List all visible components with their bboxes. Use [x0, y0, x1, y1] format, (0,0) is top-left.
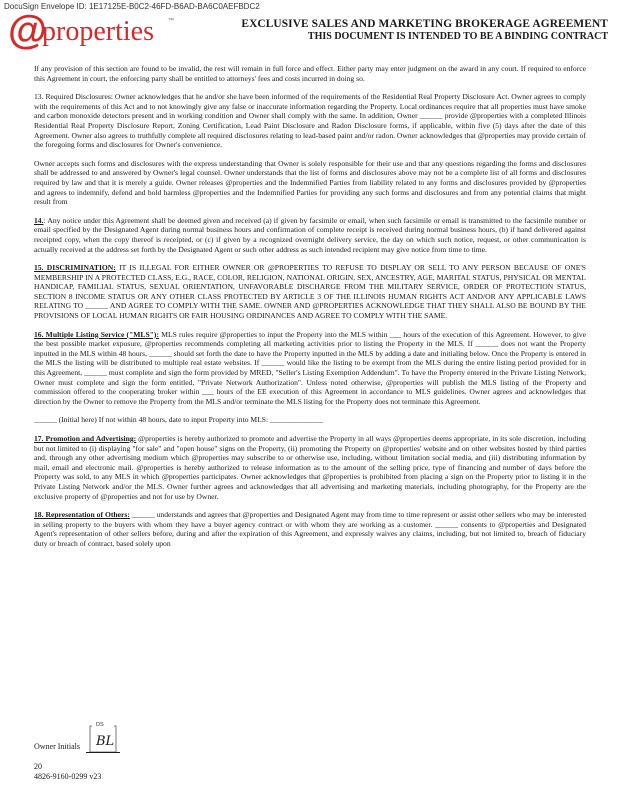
section-18-body: ______ understands and agrees that @properties and Designated Agent may from time to time represent or assist other sellers who may be interested in selling property to the buyers with whom they have a buyer agency contract or with whom they are working as a customer. ______ consents to @properties and Designated Agent's representation of other sellers before, during and after the expiration of this Agreement, and expressly waives any claims, including, but not limited to, breach of fiduciary duty or breach of contract, based solely upon: [34, 510, 586, 548]
document-id: 4826-9160-0299 v23: [34, 772, 102, 781]
mls-initial-field[interactable]: ______ (Initial here) If not within 48 hours, date to input Property into MLS: ______________: [34, 415, 324, 425]
section-16: [34, 330, 586, 407]
section-17-title: 17. Promotion and Advertising:: [34, 434, 137, 443]
owner-initials-label: Owner Initials: [34, 742, 80, 751]
agreement-title: EXCLUSIVE SALES AND MARKETING BROKERAGE AGREEMENT: [241, 18, 608, 30]
docusign-envelope-id: DocuSign Envelope ID: 1E17125E-B0C2-46FD-B6AD-BA6C0AEFBDC2: [4, 2, 260, 11]
initials-signature: BL: [96, 734, 115, 749]
section-13-body: Owner acknowledges that he and/or she have been informed of the requirements of the Residential Real Property Disclosure Act. Owner agrees to comply with the requirements of this Act and to not knowingly give any false or inaccurate information regarding the Property. Local ordinances require that all properties must have smoke and carbon monoxide detectors present and in working condition and Owner shall comply with the same. In addition, Owner ______ provide @properties with a completed Illinois Residential Real Property Disclosure Report, Zoning Certification, Lead Paint Disclosure and Radon Disclosure forms, if applicable, within five (5) days after the date of this Agreement. Owner also agrees to truthfully complete all required disclosures relating to lead-based paint and/or radon. Owner acknowledges that @properties may provide certain of the foregoing forms and disclosures for Owner's convenience.: [34, 92, 587, 150]
section-15-title: 15. DISCRIMINATION:: [34, 263, 116, 273]
paragraph-arbitration: [34, 64, 586, 83]
section-17-body: @properties is hereby authorized to promote and advertise the Property in all ways @properties deems appropriate, in its sole discretion, including but not limited to (i) displaying "for sale" and "open house" signs on the Property, (ii) promoting the Property on @properties' website and on other websites hosted by third parties and, through any other advertising medium which @properties may subscribe to or otherwise use, including, without limitation social media, and (iii) distributing information by mail, email and electronic mail. @properties is hereby authorized to release information as to the amount of the selling price, type of financing and number of days before the Property was sold, to any MLS in which @properties participates. Owner acknowledges that @properties is prohibited from placing a sign on the Property prior to listing it in the Private Listing Network and/or the MLS. Owner further agrees and acknowledges that all advertising and marketing materials, including photography, for the Property are the exclusive property of @properties and not for use by Owner.: [34, 434, 586, 501]
logo-trademark: ™: [168, 18, 174, 24]
logo-wordmark: properties: [42, 16, 154, 47]
initials-underline: [86, 752, 120, 753]
section-16-initial-line[interactable]: [34, 415, 586, 425]
section-13-body-2: Owner accepts such forms and disclosures with the express understanding that Owner is solely responsible for their use and that any questions regarding the forms and disclosures shall be addressed to and answered by Owner's legal counsel. Owner understands that the list of forms and disclosures above may not be a complete list of all forms and disclosures required by law and that it is merely a guide. Owner releases @properties and the Indemnified Parties from liability related to any forms and disclosures provided by @properties and agrees to indemnify, defend and hold harmless @properties and the Indemnified Parties for providing any such forms and disclosures and from any potential claims that might result from: [34, 158, 586, 207]
page-number: 20: [34, 762, 42, 771]
section-14: [34, 216, 586, 254]
section-13-title: 13. Required Disclosures:: [34, 92, 113, 102]
section-17: [34, 434, 586, 501]
section-13-continued: [34, 159, 586, 207]
section-16-body: MLS rules require @properties to input the Property into the MLS within ___ hours of the execution of this Agreement. However, to give the best possible market exposure, @properties recommends completing all marketing activities prior to listing the Property in the MLS. If ______ does not want the Property inputted in the MLS within 48 hours, ______ should set forth the date to have the Property inputted in the MLS by adding a date and initialing below. Once the Property is entered in the MLS the listing will be distributed to multiple real estate websites. If ______ would like the listing to be exempt from the MLS during the entire listing period provided for in this Agreement, ______ must complete and sign the form provided by MRED, "Seller's Listing Exemption Addendum". To have the Property entered in the Private Listing Network, Owner must complete and sign the form entitled, "Private Network Authorization". Unless noted otherwise, @properties will publish the MLS listing of the Property and commission offered to the cooperating broker within ___ hours of the EE execution of this Agreement in accordance to MLS guidelines. Owner agrees and acknowledges that direction by the Owner to remove the Property from the MLS and/or terminate the MLS listing for the Property does not terminate this Agreement.: [34, 329, 586, 406]
properties-logo: [8, 10, 178, 52]
section-18: [34, 510, 586, 548]
agreement-subtitle: THIS DOCUMENT IS INTENDED TO BE A BINDING CONTRACT: [307, 31, 608, 42]
logo-at-symbol: @: [8, 8, 48, 52]
section-15: [34, 263, 586, 321]
section-13: [34, 92, 586, 150]
section-14-number: 14.: [34, 215, 44, 225]
section-16-title: 16. Multiple Listing Service ("MLS"):: [34, 329, 159, 339]
section-18-title: 18. Representation of Others:: [34, 510, 130, 520]
arbitration-text: If any provision of this section are found to be invalid, the rest will remain in full force and effect. Either party may enter judgment on the award in any court. If required to enforce this Agreement in court, the enforcing party shall be entitled to attorneys' fees and costs incurred in doing so.: [34, 64, 586, 83]
agreement-body: [34, 64, 586, 558]
docusign-tag: DS: [96, 722, 104, 728]
section-15-body: IT IS ILLEGAL FOR EITHER OWNER OR @PROPERTIES TO REFUSE TO DISPLAY OR SELL TO ANY PERSON BECAUSE OF ONE'S MEMBERSHIP IN A PROTECTED CLASS, E.G., RACE, COLOR, RELIGION, NATIONAL ORIGIN, SEX, ANCESTRY, AGE, MARITAL STATUS, PHYSICAL OR MENTAL HANDICAP, FAMILIAL STATUS, SEXUAL ORIENTATION, UNFAVORABLE DISCHARGE FROM THE MILITARY SERVICE, ORDER OF PROTECTION STATUS, SECTION 8 INCOME STATUS OR ANY OTHER CLASS PROTECTED BY ARTICLE 3 OF THE ILLINOIS HUMAN RIGHTS ACT AND/OR ANY APPLICABLE LAWS RELATING TO ______ AND AGREE TO COMPLY WITH THE SAME. OWNER AND @PROPERTIES ACKNOWLEDGE THAT THEY SHALL ALSO BE BOUND BY THE PROVISIONS OF LOCAL HUMAN RIGHTS OR FAIR HOUSING ORDINANCES AND AGREE TO COMPLY WITH THE SAME.: [34, 263, 586, 321]
section-14-body: : Any notice under this Agreement shall be deemed given and received (a) if given by facsimile or email, when such facsimile or email is transmitted to the facsimile number or email specified by the Designated Agent during normal business hours and confirmation of complete receipt is received during normal business hours, (b) if hand delivered against receipted copy, when the copy thereof is receipted, or (c) if given by a recognized overnight delivery service, the day on which such notice, request, or other communication is actually received at the address set forth by the Designated Agent or such other address as such intended recipient may give notice from time to time.: [34, 215, 586, 254]
initials-signature-box[interactable]: [88, 724, 118, 754]
